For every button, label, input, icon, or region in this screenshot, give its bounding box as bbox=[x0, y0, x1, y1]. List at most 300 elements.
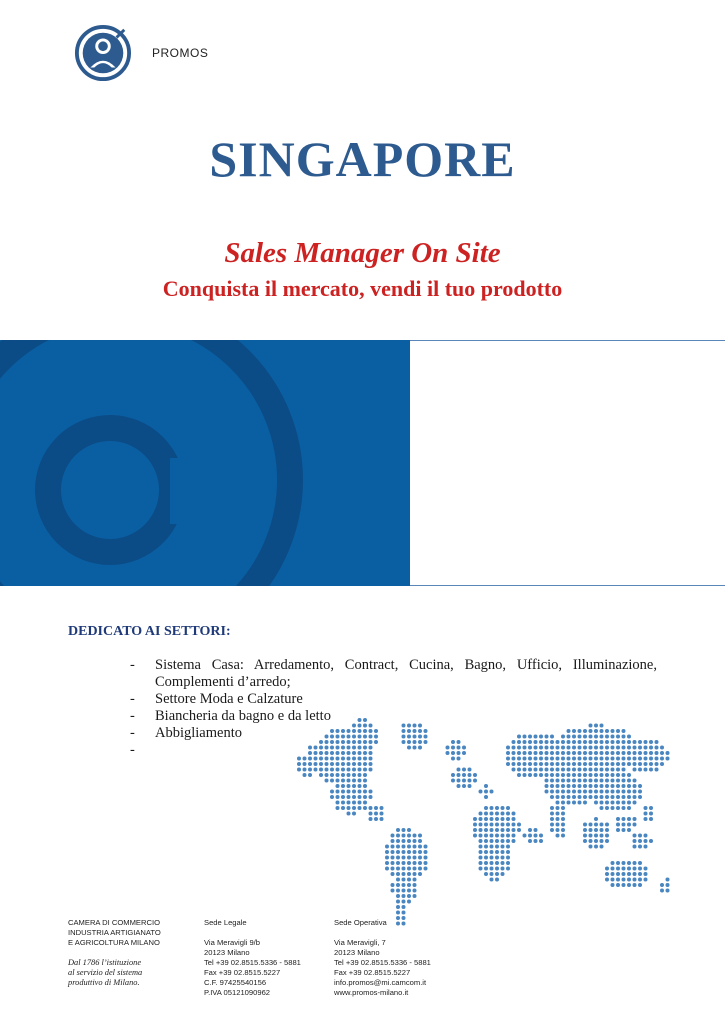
map-dot bbox=[578, 790, 582, 794]
map-dot bbox=[341, 784, 345, 788]
map-dot bbox=[556, 768, 560, 772]
map-dot bbox=[545, 751, 549, 755]
map-dot bbox=[578, 762, 582, 766]
map-dot bbox=[374, 735, 378, 739]
map-dot bbox=[319, 762, 323, 766]
map-dot bbox=[418, 729, 422, 733]
map-dot bbox=[407, 845, 411, 849]
sede-legale-line: Tel +39 02.8515.5336 - 5881 bbox=[204, 958, 301, 967]
map-dot bbox=[605, 839, 609, 843]
map-dot bbox=[660, 751, 664, 755]
map-dot bbox=[638, 878, 642, 882]
map-dot bbox=[517, 828, 521, 832]
map-dot bbox=[402, 834, 406, 838]
map-dot bbox=[556, 828, 560, 832]
map-dot bbox=[589, 768, 593, 772]
sede-legale-label: Sede Legale bbox=[204, 918, 247, 927]
map-dot bbox=[468, 768, 472, 772]
map-dot bbox=[611, 795, 615, 799]
map-dot bbox=[627, 762, 631, 766]
map-dot bbox=[506, 806, 510, 810]
map-dot bbox=[402, 878, 406, 882]
map-dot bbox=[589, 834, 593, 838]
map-dot bbox=[605, 773, 609, 777]
map-dot bbox=[512, 817, 516, 821]
map-dot bbox=[644, 746, 648, 750]
map-dot bbox=[561, 823, 565, 827]
map-dot bbox=[572, 751, 576, 755]
map-dot bbox=[600, 795, 604, 799]
map-dot bbox=[545, 790, 549, 794]
map-dot bbox=[330, 735, 334, 739]
map-dot bbox=[561, 795, 565, 799]
map-dot bbox=[622, 867, 626, 871]
map-dot bbox=[600, 845, 604, 849]
map-dot bbox=[583, 773, 587, 777]
map-dot bbox=[561, 806, 565, 810]
map-dot bbox=[611, 801, 615, 805]
map-dot bbox=[407, 839, 411, 843]
map-dot bbox=[572, 768, 576, 772]
map-dot bbox=[336, 784, 340, 788]
map-dot bbox=[616, 746, 620, 750]
map-dot bbox=[402, 850, 406, 854]
map-dot bbox=[501, 828, 505, 832]
map-dot bbox=[407, 850, 411, 854]
map-dot bbox=[347, 801, 351, 805]
map-dot bbox=[561, 746, 565, 750]
map-dot bbox=[407, 894, 411, 898]
map-dot bbox=[396, 867, 400, 871]
map-dot bbox=[396, 856, 400, 860]
map-dot bbox=[644, 845, 648, 849]
map-dot bbox=[402, 872, 406, 876]
map-dot bbox=[616, 861, 620, 865]
map-dot bbox=[462, 751, 466, 755]
map-dot bbox=[556, 812, 560, 816]
map-dot bbox=[407, 740, 411, 744]
map-dot bbox=[347, 795, 351, 799]
map-dot bbox=[490, 861, 494, 865]
map-dot bbox=[484, 790, 488, 794]
map-dot bbox=[391, 834, 395, 838]
map-dot bbox=[638, 839, 642, 843]
map-dot bbox=[490, 790, 494, 794]
map-dot bbox=[556, 784, 560, 788]
map-dot bbox=[556, 740, 560, 744]
map-dot bbox=[594, 845, 598, 849]
map-dot bbox=[583, 729, 587, 733]
map-dot bbox=[319, 746, 323, 750]
map-dot bbox=[363, 757, 367, 761]
map-dot bbox=[457, 757, 461, 761]
map-dot bbox=[385, 845, 389, 849]
map-dot bbox=[391, 883, 395, 887]
map-dot bbox=[352, 751, 356, 755]
map-dot bbox=[534, 839, 538, 843]
map-dot bbox=[666, 883, 670, 887]
chamber-name-line: INDUSTRIA ARTIGIANATO bbox=[68, 928, 161, 937]
map-dot bbox=[517, 751, 521, 755]
map-dot bbox=[611, 757, 615, 761]
map-dot bbox=[506, 834, 510, 838]
map-dot bbox=[490, 806, 494, 810]
map-dot bbox=[402, 889, 406, 893]
map-dot bbox=[638, 845, 642, 849]
map-dot bbox=[341, 801, 345, 805]
map-dot bbox=[633, 839, 637, 843]
map-dot bbox=[638, 861, 642, 865]
map-dot bbox=[358, 790, 362, 794]
map-dot bbox=[413, 861, 417, 865]
map-dot bbox=[512, 746, 516, 750]
map-dot bbox=[369, 757, 373, 761]
world-map-icon bbox=[296, 706, 681, 931]
map-dot bbox=[457, 768, 461, 772]
map-dot bbox=[594, 768, 598, 772]
map-dot bbox=[578, 751, 582, 755]
map-dot bbox=[402, 828, 406, 832]
map-dot bbox=[308, 757, 312, 761]
map-dot bbox=[479, 828, 483, 832]
map-dot bbox=[479, 845, 483, 849]
map-dot bbox=[314, 768, 318, 772]
map-dot bbox=[319, 757, 323, 761]
map-dot bbox=[374, 812, 378, 816]
map-dot bbox=[308, 762, 312, 766]
map-dot bbox=[352, 784, 356, 788]
map-dot bbox=[622, 817, 626, 821]
map-dot bbox=[578, 779, 582, 783]
map-dot bbox=[369, 735, 373, 739]
map-dot bbox=[545, 757, 549, 761]
map-dot bbox=[369, 795, 373, 799]
map-dot bbox=[369, 790, 373, 794]
map-dot bbox=[633, 784, 637, 788]
map-dot bbox=[479, 856, 483, 860]
map-dot bbox=[550, 746, 554, 750]
map-dot bbox=[561, 779, 565, 783]
map-dot bbox=[347, 751, 351, 755]
map-dot bbox=[495, 867, 499, 871]
map-dot bbox=[303, 768, 307, 772]
map-dot bbox=[605, 762, 609, 766]
map-dot bbox=[479, 850, 483, 854]
map-dot bbox=[600, 751, 604, 755]
map-dot bbox=[391, 889, 395, 893]
map-dot bbox=[490, 817, 494, 821]
map-dot bbox=[501, 861, 505, 865]
map-dot bbox=[473, 834, 477, 838]
map-dot bbox=[622, 872, 626, 876]
map-dot bbox=[352, 795, 356, 799]
map-dot bbox=[352, 812, 356, 816]
map-dot bbox=[347, 768, 351, 772]
map-dot bbox=[402, 867, 406, 871]
map-dot bbox=[616, 740, 620, 744]
map-dot bbox=[396, 911, 400, 915]
map-dot bbox=[402, 735, 406, 739]
map-dot bbox=[644, 867, 648, 871]
map-dot bbox=[644, 878, 648, 882]
map-dot bbox=[644, 768, 648, 772]
map-dot bbox=[506, 845, 510, 849]
map-dot bbox=[616, 867, 620, 871]
map-dot bbox=[633, 834, 637, 838]
map-dot bbox=[369, 724, 373, 728]
map-dot bbox=[523, 762, 527, 766]
map-dot bbox=[479, 817, 483, 821]
map-dot bbox=[561, 768, 565, 772]
map-dot bbox=[600, 740, 604, 744]
map-dot bbox=[517, 768, 521, 772]
map-dot bbox=[352, 790, 356, 794]
map-dot bbox=[616, 823, 620, 827]
map-dot bbox=[341, 773, 345, 777]
map-dot bbox=[611, 806, 615, 810]
map-dot bbox=[308, 768, 312, 772]
map-dot bbox=[627, 861, 631, 865]
map-dot bbox=[616, 790, 620, 794]
map-dot bbox=[352, 724, 356, 728]
map-dot bbox=[341, 751, 345, 755]
map-dot bbox=[374, 729, 378, 733]
map-dot bbox=[611, 872, 615, 876]
map-dot bbox=[484, 812, 488, 816]
promos-logo-icon bbox=[74, 24, 132, 82]
map-dot bbox=[611, 790, 615, 794]
map-dot bbox=[644, 757, 648, 761]
brand-name: PROMOS bbox=[152, 46, 209, 60]
map-dot bbox=[451, 746, 455, 750]
map-dot bbox=[578, 801, 582, 805]
map-dot bbox=[556, 751, 560, 755]
map-dot bbox=[550, 735, 554, 739]
map-dot bbox=[347, 762, 351, 766]
map-dot bbox=[550, 751, 554, 755]
map-dot bbox=[490, 845, 494, 849]
map-dot bbox=[336, 762, 340, 766]
map-dot bbox=[600, 806, 604, 810]
map-dot bbox=[655, 762, 659, 766]
map-dot bbox=[341, 729, 345, 733]
map-dot bbox=[594, 724, 598, 728]
map-dot bbox=[578, 768, 582, 772]
map-dot bbox=[413, 894, 417, 898]
sede-legale-line: Fax +39 02.8515.5227 bbox=[204, 968, 281, 977]
map-dot bbox=[363, 773, 367, 777]
map-dot bbox=[627, 751, 631, 755]
map-dot bbox=[539, 839, 543, 843]
map-dot bbox=[363, 784, 367, 788]
map-dot bbox=[556, 757, 560, 761]
map-dot bbox=[523, 740, 527, 744]
footer-sede-legale bbox=[204, 918, 324, 998]
map-dot bbox=[413, 724, 417, 728]
map-dot bbox=[369, 740, 373, 744]
map-dot bbox=[600, 784, 604, 788]
map-dot bbox=[594, 801, 598, 805]
map-dot bbox=[336, 735, 340, 739]
map-dot bbox=[418, 850, 422, 854]
map-dot bbox=[424, 740, 428, 744]
map-dot bbox=[556, 795, 560, 799]
map-dot bbox=[633, 878, 637, 882]
map-dot bbox=[550, 828, 554, 832]
map-dot bbox=[374, 740, 378, 744]
map-dot bbox=[358, 773, 362, 777]
map-dot bbox=[528, 768, 532, 772]
map-dot bbox=[303, 762, 307, 766]
map-dot bbox=[589, 724, 593, 728]
map-dot bbox=[358, 740, 362, 744]
map-dot bbox=[556, 773, 560, 777]
map-dot bbox=[490, 867, 494, 871]
chamber-motto-line: Dal 1786 l’istituzione bbox=[68, 958, 142, 967]
map-dot bbox=[451, 757, 455, 761]
map-dot bbox=[495, 850, 499, 854]
map-dot bbox=[534, 740, 538, 744]
map-dot bbox=[396, 889, 400, 893]
map-dot bbox=[638, 784, 642, 788]
map-dot bbox=[413, 834, 417, 838]
map-dot bbox=[578, 740, 582, 744]
sede-legale-line: C.F. 97425540156 bbox=[204, 978, 267, 987]
map-dot bbox=[506, 817, 510, 821]
map-dot bbox=[649, 817, 653, 821]
map-dot bbox=[424, 867, 428, 871]
map-dot bbox=[413, 878, 417, 882]
map-dot bbox=[600, 828, 604, 832]
map-dot bbox=[605, 768, 609, 772]
map-dot bbox=[594, 757, 598, 761]
map-dot bbox=[528, 828, 532, 832]
map-dot bbox=[550, 817, 554, 821]
map-dot bbox=[473, 823, 477, 827]
map-dot bbox=[545, 735, 549, 739]
map-dot bbox=[638, 867, 642, 871]
map-dot bbox=[583, 751, 587, 755]
map-dot bbox=[358, 806, 362, 810]
map-dot bbox=[550, 790, 554, 794]
map-dot bbox=[358, 801, 362, 805]
map-dot bbox=[572, 784, 576, 788]
map-dot bbox=[512, 828, 516, 832]
map-dot bbox=[611, 878, 615, 882]
map-dot bbox=[495, 856, 499, 860]
map-dot bbox=[352, 801, 356, 805]
map-dot bbox=[622, 751, 626, 755]
map-dot bbox=[396, 834, 400, 838]
map-dot bbox=[396, 845, 400, 849]
map-dot bbox=[402, 905, 406, 909]
map-dot bbox=[572, 740, 576, 744]
list-item-text: Settore Moda e Calzature bbox=[155, 691, 303, 707]
map-dot bbox=[638, 883, 642, 887]
map-dot bbox=[561, 790, 565, 794]
map-dot bbox=[380, 812, 384, 816]
map-dot bbox=[468, 784, 472, 788]
map-dot bbox=[528, 751, 532, 755]
map-dot bbox=[336, 740, 340, 744]
map-dot bbox=[506, 839, 510, 843]
map-dot bbox=[622, 729, 626, 733]
map-dot bbox=[495, 872, 499, 876]
list-dash: - bbox=[130, 691, 135, 707]
map-dot bbox=[605, 823, 609, 827]
map-dot bbox=[479, 812, 483, 816]
map-dot bbox=[402, 839, 406, 843]
map-dot bbox=[363, 729, 367, 733]
map-dot bbox=[484, 834, 488, 838]
map-dot bbox=[605, 806, 609, 810]
map-dot bbox=[572, 746, 576, 750]
map-dot bbox=[633, 795, 637, 799]
map-dot bbox=[567, 768, 571, 772]
map-dot bbox=[616, 878, 620, 882]
map-dot bbox=[369, 768, 373, 772]
map-dot bbox=[649, 757, 653, 761]
map-dot bbox=[336, 751, 340, 755]
map-dot bbox=[484, 839, 488, 843]
map-dot bbox=[369, 729, 373, 733]
map-dot bbox=[589, 845, 593, 849]
banner-graphic bbox=[0, 340, 725, 586]
map-dot bbox=[534, 751, 538, 755]
map-dot bbox=[484, 867, 488, 871]
chamber-motto-line: al servizio del sistema bbox=[68, 968, 143, 977]
map-dot bbox=[363, 751, 367, 755]
map-dot bbox=[622, 861, 626, 865]
map-dot bbox=[347, 812, 351, 816]
map-dot bbox=[336, 729, 340, 733]
map-dot bbox=[352, 735, 356, 739]
map-dot bbox=[545, 784, 549, 788]
map-dot bbox=[660, 746, 664, 750]
map-dot bbox=[358, 735, 362, 739]
map-dot bbox=[407, 735, 411, 739]
map-dot bbox=[523, 751, 527, 755]
map-dot bbox=[567, 751, 571, 755]
map-dot bbox=[407, 861, 411, 865]
map-dot bbox=[583, 762, 587, 766]
map-dot bbox=[666, 751, 670, 755]
map-dot bbox=[523, 768, 527, 772]
map-dot bbox=[594, 746, 598, 750]
map-dot bbox=[649, 839, 653, 843]
map-dot bbox=[391, 867, 395, 871]
map-dot bbox=[413, 839, 417, 843]
map-dot bbox=[479, 839, 483, 843]
map-dot bbox=[297, 768, 301, 772]
list-dash: - bbox=[130, 708, 135, 724]
map-dot bbox=[479, 834, 483, 838]
map-dot bbox=[336, 806, 340, 810]
map-dot bbox=[611, 740, 615, 744]
map-dot bbox=[457, 779, 461, 783]
map-dot bbox=[644, 762, 648, 766]
map-dot bbox=[330, 740, 334, 744]
sede-operativa-line: info.promos@mi.camcom.it bbox=[334, 978, 427, 987]
map-dot bbox=[644, 872, 648, 876]
map-dot bbox=[402, 900, 406, 904]
map-dot bbox=[589, 795, 593, 799]
map-dot bbox=[600, 746, 604, 750]
map-dot bbox=[600, 757, 604, 761]
map-dot bbox=[633, 861, 637, 865]
map-dot bbox=[561, 762, 565, 766]
map-dot bbox=[567, 784, 571, 788]
